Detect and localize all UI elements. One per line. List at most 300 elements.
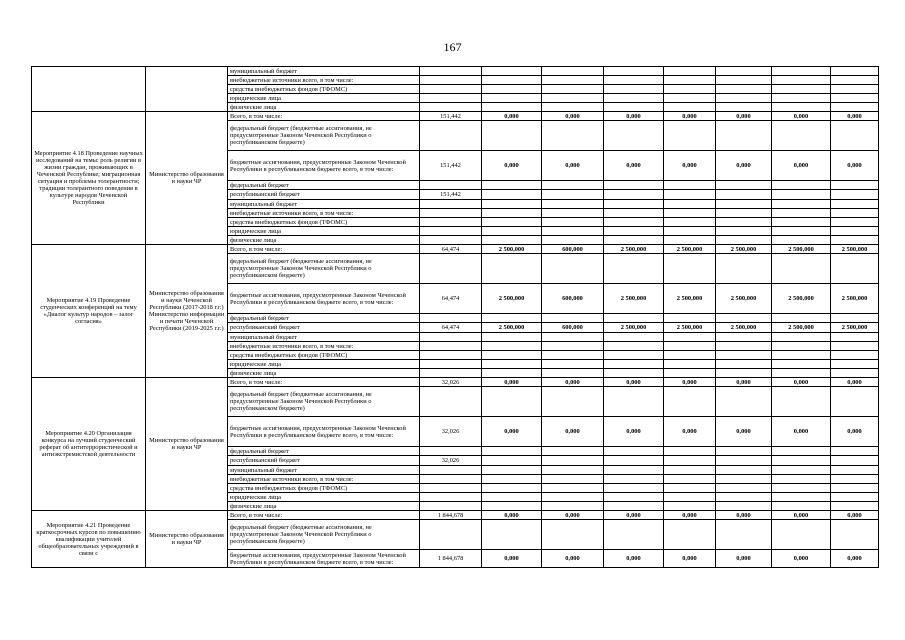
value-cell (664, 200, 716, 209)
value-cell (482, 218, 542, 227)
value-cell (772, 333, 831, 342)
value-cell (604, 360, 664, 369)
value-cell (482, 466, 542, 475)
value-cell (716, 447, 772, 456)
source-cell: внебюджетные источники всего, в том числе: (228, 209, 420, 218)
value-cell (831, 502, 879, 511)
value-cell (831, 475, 879, 484)
value-cell (542, 447, 604, 456)
value-cell: 0,000 (604, 417, 664, 447)
value-cell (831, 387, 879, 417)
value-cell (716, 103, 772, 112)
table-row (32, 511, 879, 520)
source-cell: бюджетные ассигнования, предусмотренные Законом Чеченской Республики в республиканском бюджете всего, в том числе: (228, 417, 420, 447)
value-cell (604, 76, 664, 85)
value-cell: 600,000 (542, 323, 604, 333)
value-cell (772, 484, 831, 493)
value-cell: 64,474 (420, 284, 482, 314)
value-cell: 1 844,678 (420, 511, 482, 520)
executor-cell: Министерство образования и науки ЧР (146, 112, 228, 245)
value-cell (482, 475, 542, 484)
value-cell (482, 351, 542, 360)
value-cell (542, 218, 604, 227)
value-cell (542, 94, 604, 103)
value-cell (831, 493, 879, 502)
value-cell (772, 493, 831, 502)
value-cell (482, 103, 542, 112)
value-cell: 2 500,000 (664, 284, 716, 314)
value-cell: 0,000 (772, 112, 831, 121)
value-cell (542, 85, 604, 94)
executor-cell: Министерство образования и науки ЧР (146, 378, 228, 511)
value-cell (542, 200, 604, 209)
value-cell (482, 236, 542, 245)
value-cell (604, 314, 664, 323)
value-cell (831, 181, 879, 190)
source-cell: юридические лица (228, 493, 420, 502)
source-cell: физические лица (228, 502, 420, 511)
value-cell (664, 94, 716, 103)
value-cell (664, 67, 716, 76)
value-cell (831, 333, 879, 342)
value-cell (831, 360, 879, 369)
value-cell (604, 520, 664, 550)
value-cell (772, 369, 831, 378)
value-cell: 0,000 (482, 511, 542, 520)
value-cell (482, 333, 542, 342)
value-cell (831, 200, 879, 209)
source-cell: физические лица (228, 103, 420, 112)
value-cell: 2 500,000 (831, 323, 879, 333)
value-cell (831, 103, 879, 112)
value-cell: 0,000 (664, 550, 716, 568)
value-cell (542, 76, 604, 85)
value-cell (420, 314, 482, 323)
value-cell (831, 218, 879, 227)
value-cell: 0,000 (772, 511, 831, 520)
value-cell: 0,000 (716, 112, 772, 121)
value-cell (831, 456, 879, 466)
value-cell (772, 466, 831, 475)
page-number: 167 (443, 40, 462, 54)
value-cell: 0,000 (542, 417, 604, 447)
value-cell: 600,000 (542, 284, 604, 314)
value-cell (420, 466, 482, 475)
value-cell (772, 190, 831, 200)
value-cell (716, 200, 772, 209)
value-cell: 0,000 (831, 511, 879, 520)
value-cell (482, 121, 542, 151)
value-cell: 600,000 (542, 245, 604, 254)
value-cell (831, 76, 879, 85)
financing-table (31, 66, 879, 568)
value-cell: 2 500,000 (772, 323, 831, 333)
value-cell: 2 500,000 (716, 245, 772, 254)
value-cell: 2 500,000 (831, 245, 879, 254)
value-cell (716, 190, 772, 200)
value-cell (664, 475, 716, 484)
value-cell (420, 447, 482, 456)
value-cell (772, 447, 831, 456)
value-cell (664, 121, 716, 151)
value-cell (772, 502, 831, 511)
value-cell (542, 67, 604, 76)
value-cell (604, 218, 664, 227)
value-cell: 0,000 (772, 378, 831, 387)
value-cell: 0,000 (604, 511, 664, 520)
value-cell: 64,474 (420, 245, 482, 254)
value-cell (772, 360, 831, 369)
value-cell (831, 236, 879, 245)
value-cell (420, 121, 482, 151)
value-cell (604, 369, 664, 378)
value-cell: 2 500,000 (604, 323, 664, 333)
value-cell (604, 209, 664, 218)
value-cell (772, 236, 831, 245)
value-cell (482, 456, 542, 466)
value-cell (716, 254, 772, 284)
source-cell: средства внебюджетных фондов (ТФОМС) (228, 218, 420, 227)
value-cell (664, 333, 716, 342)
value-cell (716, 351, 772, 360)
value-cell: 0,000 (482, 151, 542, 181)
value-cell (604, 121, 664, 151)
value-cell (716, 475, 772, 484)
value-cell (542, 351, 604, 360)
value-cell (482, 447, 542, 456)
value-cell (482, 342, 542, 351)
value-cell (716, 94, 772, 103)
value-cell: 1 844,678 (420, 550, 482, 568)
value-cell (772, 67, 831, 76)
value-cell (542, 502, 604, 511)
value-cell (664, 456, 716, 466)
value-cell (420, 387, 482, 417)
source-cell: бюджетные ассигнования, предусмотренные Законом Чеченской Республики в республиканском бюджете всего, в том числе: (228, 284, 420, 314)
value-cell (831, 466, 879, 475)
value-cell (542, 369, 604, 378)
value-cell (716, 76, 772, 85)
value-cell (664, 314, 716, 323)
value-cell (542, 387, 604, 417)
value-cell (772, 85, 831, 94)
value-cell: 0,000 (542, 151, 604, 181)
value-cell (831, 121, 879, 151)
executor-cell: Министерство образования и науки ЧР (146, 511, 228, 568)
value-cell (716, 484, 772, 493)
value-cell: 0,000 (604, 378, 664, 387)
value-cell: 2 500,000 (604, 284, 664, 314)
value-cell (664, 85, 716, 94)
value-cell: 0,000 (772, 417, 831, 447)
value-cell: 0,000 (664, 151, 716, 181)
value-cell (716, 85, 772, 94)
value-cell (420, 94, 482, 103)
measure-name-cell (32, 67, 146, 112)
value-cell: 151,442 (420, 112, 482, 121)
value-cell (772, 520, 831, 550)
value-cell (604, 493, 664, 502)
value-cell (482, 227, 542, 236)
value-cell (482, 200, 542, 209)
value-cell: 32,026 (420, 378, 482, 387)
value-cell: 0,000 (482, 112, 542, 121)
value-cell (420, 209, 482, 218)
value-cell (604, 447, 664, 456)
value-cell (604, 387, 664, 417)
value-cell (716, 456, 772, 466)
value-cell: 2 500,000 (482, 245, 542, 254)
value-cell: 0,000 (772, 550, 831, 568)
value-cell (772, 209, 831, 218)
value-cell (482, 369, 542, 378)
source-cell: федеральный бюджет (228, 314, 420, 323)
value-cell: 2 500,000 (604, 245, 664, 254)
source-cell: федеральный бюджет (бюджетные ассигнования, не предусмотренные Законом Чеченской Республики о республиканском бюджете) (228, 121, 420, 151)
value-cell (542, 190, 604, 200)
value-cell (542, 493, 604, 502)
value-cell (420, 360, 482, 369)
value-cell: 0,000 (482, 550, 542, 568)
value-cell (542, 456, 604, 466)
value-cell: 0,000 (831, 112, 879, 121)
source-cell: средства внебюджетных фондов (ТФОМС) (228, 351, 420, 360)
value-cell (420, 85, 482, 94)
source-cell: юридические лица (228, 227, 420, 236)
value-cell (482, 94, 542, 103)
value-cell (542, 254, 604, 284)
value-cell (772, 254, 831, 284)
value-cell (542, 236, 604, 245)
value-cell (716, 67, 772, 76)
measure-name-cell: Мероприятие 4.20 Организация конкурса на лучший студенческий реферат об антитеррористической и антиэкстремистской деятельности (32, 378, 146, 511)
value-cell (604, 94, 664, 103)
value-cell: 64,474 (420, 323, 482, 333)
value-cell (604, 227, 664, 236)
source-cell: средства внебюджетных фондов (ТФОМС) (228, 85, 420, 94)
value-cell (420, 369, 482, 378)
value-cell (772, 475, 831, 484)
source-cell: Всего, в том числе: (228, 511, 420, 520)
value-cell (482, 67, 542, 76)
value-cell (772, 76, 831, 85)
table-row (32, 67, 879, 76)
executor-cell (146, 67, 228, 112)
value-cell (716, 333, 772, 342)
value-cell (604, 342, 664, 351)
value-cell (542, 360, 604, 369)
value-cell (716, 466, 772, 475)
value-cell (420, 67, 482, 76)
source-cell: внебюджетные источники всего, в том числе: (228, 342, 420, 351)
value-cell (831, 314, 879, 323)
value-cell: 0,000 (664, 511, 716, 520)
value-cell (716, 209, 772, 218)
value-cell (716, 493, 772, 502)
value-cell: 0,000 (831, 151, 879, 181)
value-cell (604, 236, 664, 245)
value-cell: 0,000 (716, 378, 772, 387)
value-cell: 0,000 (831, 378, 879, 387)
value-cell: 0,000 (542, 378, 604, 387)
value-cell (716, 314, 772, 323)
value-cell (664, 520, 716, 550)
value-cell (604, 103, 664, 112)
value-cell (664, 369, 716, 378)
value-cell (482, 520, 542, 550)
value-cell (831, 227, 879, 236)
value-cell (420, 484, 482, 493)
source-cell: муниципальный бюджет (228, 67, 420, 76)
value-cell (420, 254, 482, 284)
value-cell (772, 227, 831, 236)
value-cell (482, 360, 542, 369)
source-cell: республиканский бюджет (228, 456, 420, 466)
value-cell (420, 475, 482, 484)
executor-cell: Министерство образования и науки Чеченской Республики (2017-2018 г.г.) Министерство информации и печати Чеченской Республики (2019-2025 г.г.) (146, 245, 228, 378)
value-cell (420, 103, 482, 112)
value-cell: 2 500,000 (482, 284, 542, 314)
value-cell: 0,000 (664, 378, 716, 387)
source-cell: Всего, в том числе: (228, 378, 420, 387)
value-cell: 2 500,000 (772, 245, 831, 254)
source-cell: средства внебюджетных фондов (ТФОМС) (228, 484, 420, 493)
value-cell (664, 484, 716, 493)
source-cell: бюджетные ассигнования, предусмотренные Законом Чеченской Республики в республиканском бюджете всего, в том числе: (228, 550, 420, 568)
value-cell: 2 500,000 (716, 323, 772, 333)
value-cell (604, 475, 664, 484)
value-cell: 0,000 (831, 417, 879, 447)
value-cell: 0,000 (542, 511, 604, 520)
value-cell: 32,026 (420, 417, 482, 447)
value-cell: 0,000 (604, 151, 664, 181)
value-cell (772, 103, 831, 112)
value-cell (664, 387, 716, 417)
value-cell: 0,000 (716, 417, 772, 447)
value-cell: 32,026 (420, 456, 482, 466)
source-cell: Всего, в том числе: (228, 112, 420, 121)
value-cell (604, 254, 664, 284)
value-cell (664, 502, 716, 511)
value-cell (482, 254, 542, 284)
value-cell: 0,000 (542, 112, 604, 121)
source-cell: Всего, в том числе: (228, 245, 420, 254)
value-cell: 0,000 (716, 511, 772, 520)
source-cell: муниципальный бюджет (228, 466, 420, 475)
value-cell (772, 351, 831, 360)
value-cell (542, 314, 604, 323)
value-cell (664, 76, 716, 85)
value-cell: 0,000 (542, 550, 604, 568)
value-cell (604, 200, 664, 209)
value-cell (716, 360, 772, 369)
value-cell (482, 387, 542, 417)
value-cell (831, 342, 879, 351)
value-cell (542, 342, 604, 351)
value-cell (831, 254, 879, 284)
value-cell (482, 484, 542, 493)
value-cell (772, 121, 831, 151)
value-cell: 0,000 (604, 550, 664, 568)
value-cell (604, 484, 664, 493)
value-cell (604, 181, 664, 190)
value-cell (482, 314, 542, 323)
value-cell (420, 520, 482, 550)
source-cell: федеральный бюджет (228, 181, 420, 190)
value-cell (772, 387, 831, 417)
value-cell (664, 209, 716, 218)
value-cell (664, 218, 716, 227)
value-cell (716, 387, 772, 417)
value-cell (716, 181, 772, 190)
value-cell (604, 190, 664, 200)
source-cell: физические лица (228, 236, 420, 245)
value-cell (716, 227, 772, 236)
value-cell (420, 502, 482, 511)
source-cell: федеральный бюджет (бюджетные ассигнования, не предусмотренные Законом Чеченской Республики о республиканском бюджете) (228, 520, 420, 550)
value-cell (831, 484, 879, 493)
table-row (32, 112, 879, 121)
value-cell (831, 209, 879, 218)
source-cell: муниципальный бюджет (228, 333, 420, 342)
value-cell (482, 502, 542, 511)
value-cell (542, 227, 604, 236)
source-cell: республиканский бюджет (228, 323, 420, 333)
value-cell (664, 103, 716, 112)
value-cell: 0,000 (664, 417, 716, 447)
value-cell (482, 76, 542, 85)
value-cell (831, 85, 879, 94)
value-cell (542, 103, 604, 112)
source-cell: юридические лица (228, 94, 420, 103)
value-cell: 2 500,000 (664, 245, 716, 254)
value-cell (664, 351, 716, 360)
value-cell: 2 500,000 (772, 284, 831, 314)
value-cell (664, 181, 716, 190)
value-cell: 0,000 (482, 378, 542, 387)
value-cell (716, 502, 772, 511)
source-cell: внебюджетные источники всего, в том числе: (228, 475, 420, 484)
value-cell (420, 200, 482, 209)
value-cell: 2 500,000 (664, 323, 716, 333)
source-cell: федеральный бюджет (бюджетные ассигнования, не предусмотренные Законом Чеченской Республики о республиканском бюджете) (228, 387, 420, 417)
source-cell: федеральный бюджет (бюджетные ассигнования, не предусмотренные Законом Чеченской Республики о республиканском бюджете) (228, 254, 420, 284)
value-cell (831, 520, 879, 550)
value-cell (604, 351, 664, 360)
source-cell: юридические лица (228, 360, 420, 369)
value-cell (420, 493, 482, 502)
value-cell (664, 466, 716, 475)
value-cell (482, 493, 542, 502)
value-cell (482, 85, 542, 94)
value-cell (716, 218, 772, 227)
value-cell (420, 351, 482, 360)
value-cell (604, 502, 664, 511)
value-cell: 2 500,000 (831, 284, 879, 314)
source-cell: муниципальный бюджет (228, 200, 420, 209)
value-cell (420, 76, 482, 85)
value-cell (482, 190, 542, 200)
value-cell: 151,442 (420, 151, 482, 181)
value-cell (542, 520, 604, 550)
table-row (32, 378, 879, 387)
value-cell (831, 447, 879, 456)
value-cell (772, 342, 831, 351)
source-cell: внебюджетные источники всего, в том числе: (228, 76, 420, 85)
value-cell (482, 209, 542, 218)
value-cell (542, 181, 604, 190)
value-cell (420, 227, 482, 236)
